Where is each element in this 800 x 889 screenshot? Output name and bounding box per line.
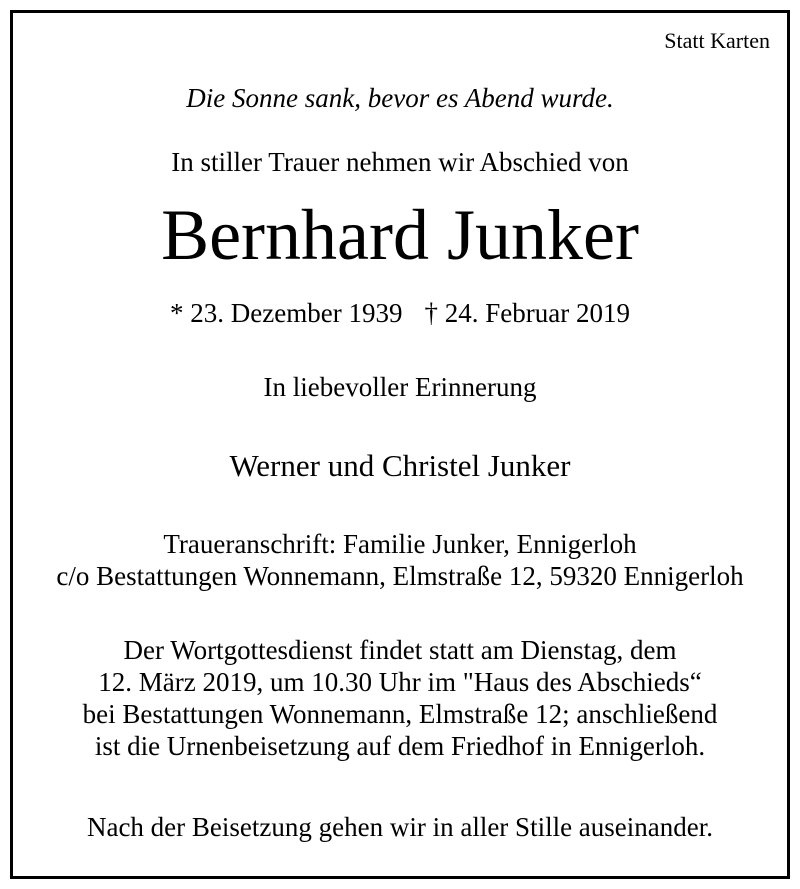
address-line: Traueranschrift: Familie Junker, Ennigerloh	[163, 529, 637, 559]
mourning-address	[0, 528, 800, 592]
service-line: Der Wortgottesdienst findet statt am Dienstag, dem	[123, 635, 677, 665]
memory-line: In liebevoller Erinnerung	[263, 372, 537, 402]
service-line: ist die Urnenbeisetzung auf dem Friedhof in Ennigerloh.	[94, 731, 706, 761]
motto: Die Sonne sank, bevor es Abend wurde.	[186, 83, 614, 113]
birth-date: * 23. Dezember 1939	[170, 298, 403, 328]
address-line: c/o Bestattungen Wonnemann, Elmstraße 12, 59320 Ennigerloh	[56, 561, 744, 591]
service-line: 12. März 2019, um 10.30 Uhr im "Haus des Abschieds“	[98, 667, 702, 697]
life-dates	[0, 297, 800, 329]
mourners: Werner und Christel Junker	[229, 448, 571, 483]
deceased-name: Bernhard Junker	[161, 195, 639, 275]
service-info	[0, 634, 800, 762]
closing-text: Nach der Beisetzung gehen wir in aller Stille auseinander.	[86, 812, 714, 842]
death-date: † 24. Februar 2019	[424, 298, 630, 328]
header-note: Statt Karten	[664, 28, 770, 53]
service-line: bei Bestattungen Wonnemann, Elmstraße 12; anschließend	[82, 699, 718, 729]
intro-text: In stiller Trauer nehmen wir Abschied von	[171, 147, 629, 177]
